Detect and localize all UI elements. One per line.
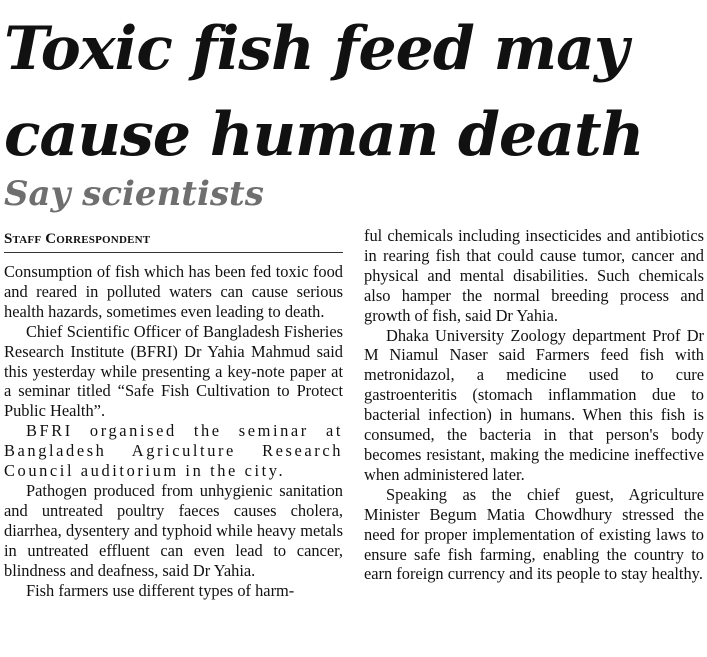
article-column-right (364, 226, 704, 584)
article-paragraph: Speaking as the chief guest, Agriculture Minister Begum Matia Chowdhury stressed the need for proper implementation of existing laws to ensure safe fish farming, enabling the country to earn foreign currency and its people to stay healthy. (364, 484, 704, 584)
article-paragraph: Pathogen produced from unhygienic sanitation and untreated poultry faeces causes cholera, diarrhea, dysentery and typhoid while heavy metals in untreated effluent can even lead to cancer, blindness and deafness, said Dr Yahia. (4, 480, 343, 580)
article-paragraph: ful chemicals including insecticides and antibiotics in rearing fish that could cause tumor, cancer and physical and mental disabilities. Such chemicals also hamper the normal breeding process and growth of fish, said Dr Yahia. (364, 226, 704, 325)
byline: Staff Correspondent (4, 229, 343, 253)
article-paragraph: Fish farmers use different types of harm- (26, 580, 295, 600)
headline (4, 6, 704, 178)
subheadline: Say scientists (4, 174, 264, 214)
article-paragraph: Dhaka University Zoology department Prof Dr M Niamul Naser said Farmers feed fish with metronidazol, a medicine used to cure gastroenteritis (stomach inflammation due to bacterial infection) in humans. When this fish is consumed, the bacteria in that person's body becomes resistant, making the medicine ineffective when administered later. (364, 325, 704, 484)
article-paragraph: BFRI organised the seminar at Bangladesh Agriculture Research Council auditorium in the city. (4, 421, 343, 481)
headline-line-1: Toxic fish feed may (4, 14, 628, 84)
article-paragraph: Consumption of fish which has been fed toxic food and reared in polluted waters can cause serious health hazards, sometimes even leading to death. (4, 262, 343, 321)
article-paragraph: Chief Scientific Officer of Bangladesh Fisheries Research Institute (BFRI) Dr Yahia Mahmud said this yesterday while presenting a key-note paper at a seminar titled “Safe Fish Cultivation to Protect Public Health”. (4, 321, 343, 421)
headline-line-2: cause human death (4, 100, 644, 170)
article-column-left (4, 262, 343, 600)
